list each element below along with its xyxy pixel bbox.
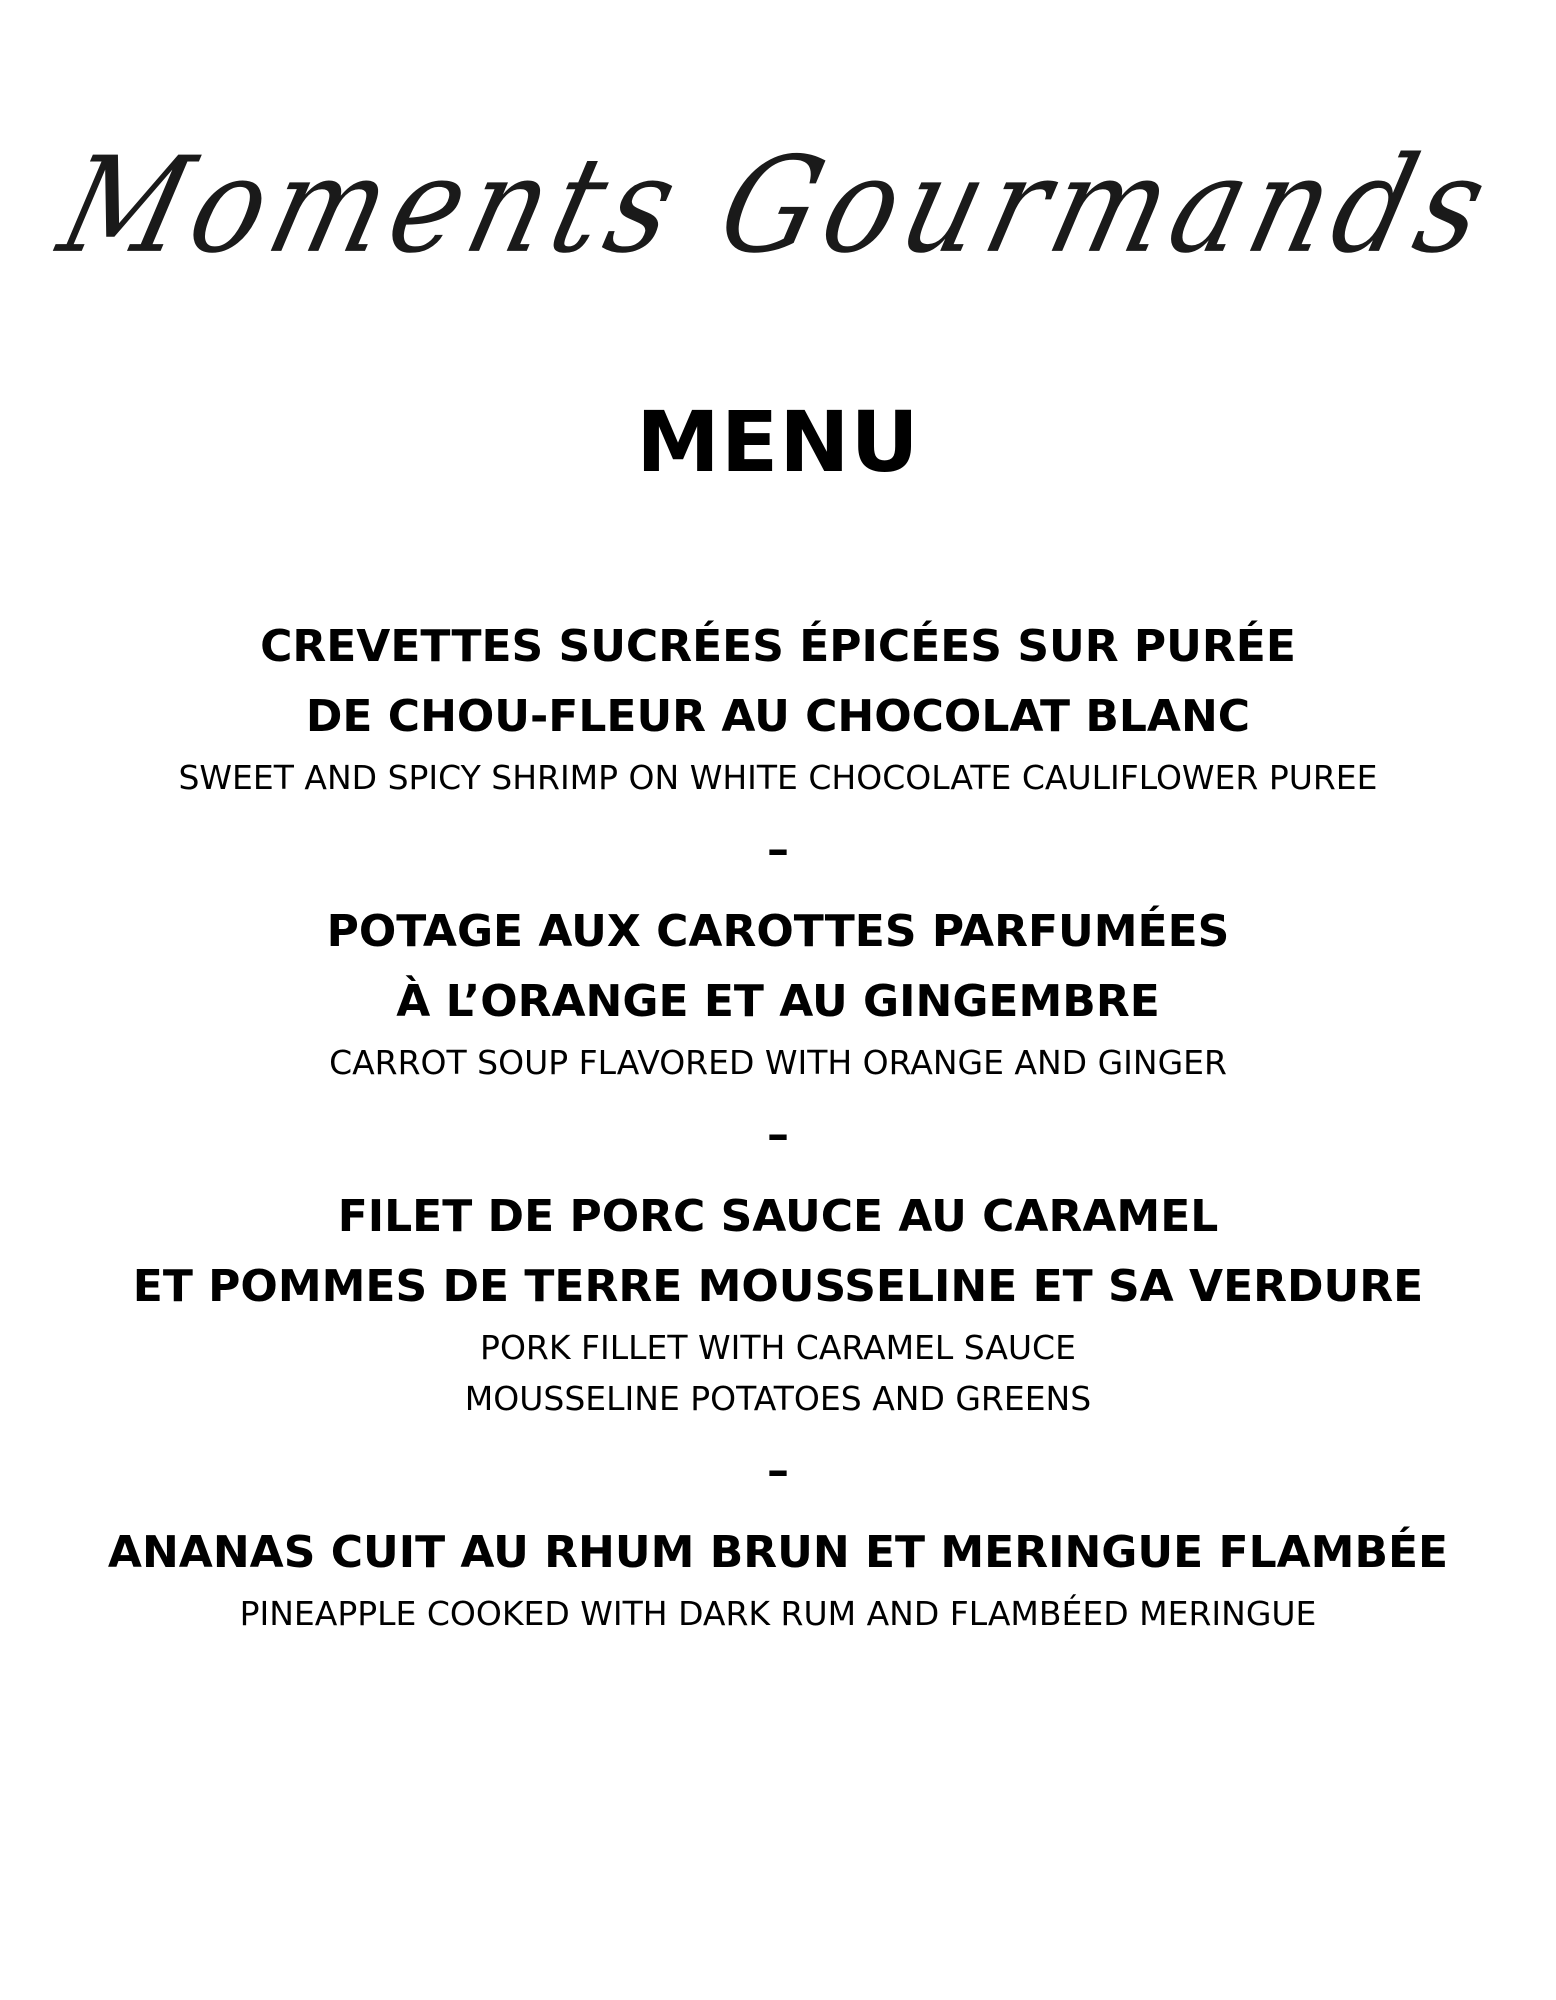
course-separator: – [767, 1109, 789, 1160]
course-main [0, 1182, 1556, 1424]
course-english-line: MOUSSELINE POTATOES AND GREENS [464, 1379, 1092, 1418]
menu-heading: MENU [636, 393, 920, 491]
brand-title-text: Moments Gourmands [47, 127, 1509, 283]
course-french-line: CREVETTES SUCRÉES ÉPICÉES SUR PURÉE [260, 621, 1296, 672]
course-french-line: ET POMMES DE TERRE MOUSSELINE ET SA VERDURE [132, 1261, 1424, 1312]
course-english-line: SWEET AND SPICY SHRIMP ON WHITE CHOCOLATE CAULIFLOWER PUREE [178, 758, 1378, 797]
course-french-line: FILET DE PORC SAUCE AU CARAMEL [337, 1191, 1219, 1242]
course-english-line: CARROT SOUP FLAVORED WITH ORANGE AND GINGER [329, 1043, 1227, 1082]
course-separator: – [767, 1445, 789, 1496]
course-starter [0, 612, 1556, 803]
course-french-line: POTAGE AUX CAROTTES PARFUMÉES [326, 906, 1230, 957]
course-soup [0, 897, 1556, 1088]
course-french-line: ANANAS CUIT AU RHUM BRUN ET MERINGUE FLAMBÉE [107, 1527, 1449, 1578]
course-english-line: PINEAPPLE COOKED WITH DARK RUM AND FLAMBÉED MERINGUE [239, 1594, 1317, 1633]
course-dessert [0, 1518, 1556, 1639]
course-french-line: À L’ORANGE ET AU GINGEMBRE [396, 976, 1160, 1027]
brand-script-title [0, 110, 1556, 300]
course-separator: – [767, 824, 789, 875]
course-french-line: DE CHOU-FLEUR AU CHOCOLAT BLANC [305, 691, 1251, 742]
course-list [0, 612, 1556, 1639]
course-english-line: PORK FILLET WITH CARAMEL SAUCE [480, 1328, 1076, 1367]
